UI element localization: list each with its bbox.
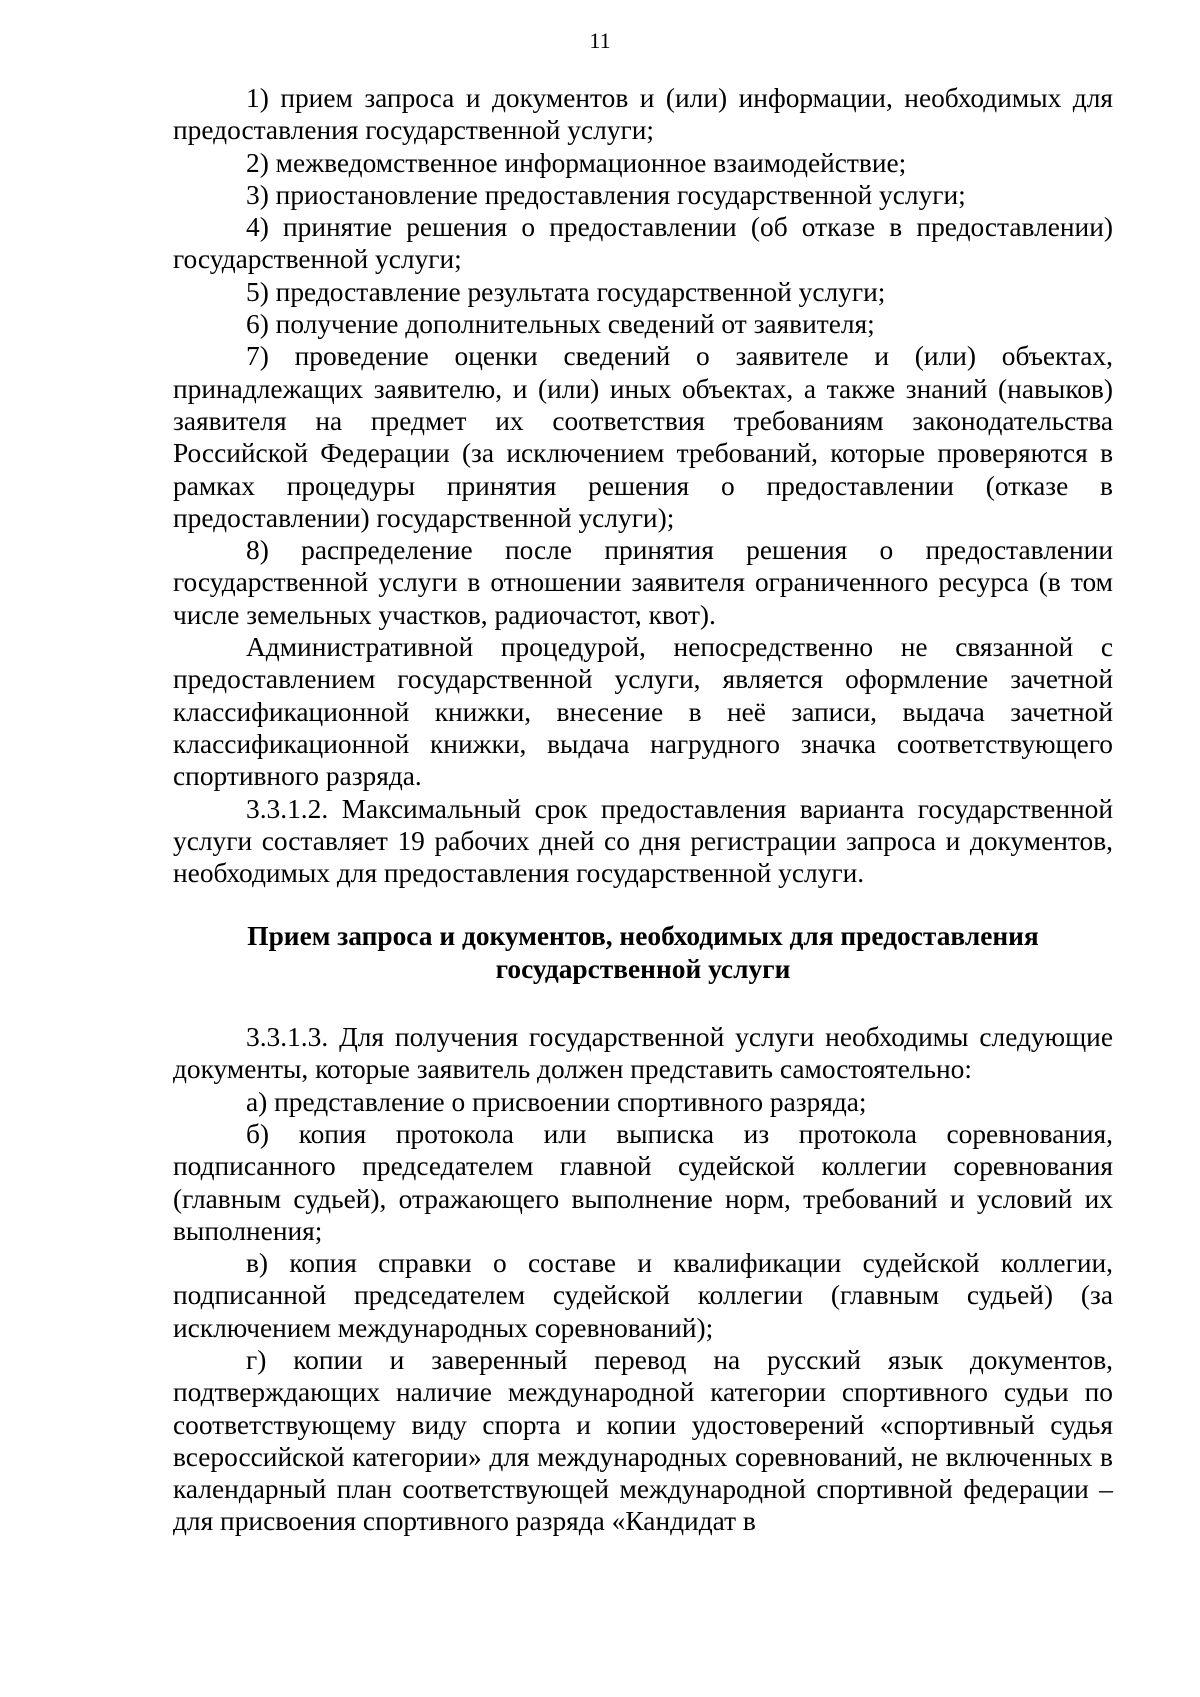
section-heading-line-1: Прием запроса и документов, необходимых для предоставления (247, 921, 1039, 952)
admin-procedure-paragraph: Административной процедурой, непосредственно не связанной с предоставлением государственной услуги, является оформление зачетной классификационной книжки, внесение в неё записи, выдача зачетной классификационной книжки, выдача нагрудного значка соответствующего спортивного разряда. (173, 632, 1113, 792)
list-item-3: 3) приостановление предоставления государственной услуги; (246, 179, 966, 210)
list-item-1: 1) прием запроса и документов и (или) информации, необходимых для предоставления государственной услуги; (173, 83, 1113, 146)
document-item-v: в) копия справки о составе и квалификации судейской коллегии, подписанной председателем судейской коллегии (главным судьей) (за исключением международных соревнований); (173, 1248, 1113, 1343)
section-heading-line-2: государственной услуги (495, 953, 791, 984)
clause-3-3-1-3: 3.3.1.3. Для получения государственной услуги необходимы следующие документы, которые заявитель должен представить самостоятельно: (173, 1022, 1113, 1085)
list-item-4: 4) принятие решения о предоставлении (об отказе в предоставлении) государственной услуги; (173, 212, 1113, 275)
clause-3-3-1-2: 3.3.1.2. Максимальный срок предоставления варианта государственной услуги составляет 19 рабочих дней со дня регистрации запроса и документов, необходимых для предоставления государственной услуги. (173, 793, 1113, 889)
document-body (173, 82, 1113, 1538)
page-number: 11 (589, 28, 611, 53)
list-item-5: 5) предоставление результата государственной услуги; (246, 276, 886, 307)
list-item-2: 2) межведомственное информационное взаимодействие; (246, 147, 907, 178)
document-item-b: б) копия протокола или выписка из протокола соревнования, подписанного председателем главной судейской коллегии соревнования (главным судьей), отражающего выполнение норм, требований и условий их выполнения; (173, 1118, 1113, 1246)
section-heading (173, 920, 1113, 985)
document-item-a: а) представление о присвоении спортивного разряда; (246, 1086, 867, 1117)
list-item-6: 6) получение дополнительных сведений от заявителя; (246, 309, 875, 340)
document-item-g: г) копии и заверенный перевод на русский язык документов, подтверждающих наличие международной категории спортивного судьи по соответствующему виду спорта и копии удостоверений «спортивный судья всероссийской категории» для международных соревнований, не включенных в календарный план соответствующей международной спортивной федерации – для присвоения спортивного разряда «Кандидат в (173, 1344, 1113, 1537)
list-item-8: 8) распределение после принятия решения о предоставлении государственной услуги в отношении заявителя ограниченного ресурса (в том числе земельных участков, радиочастот, квот). (173, 535, 1113, 630)
list-item-7: 7) проведение оценки сведений о заявителе и (или) объектах, принадлежащих заявителю, и (или) иных объектах, а также знаний (навыков) заявителя на предмет их соответствия требованиям законодательства Российской Федерации (за исключением требований, которые проверяются в рамках процедуры принятия решения о предоставлении (отказе в предоставлении) государственной услуги); (173, 341, 1113, 533)
